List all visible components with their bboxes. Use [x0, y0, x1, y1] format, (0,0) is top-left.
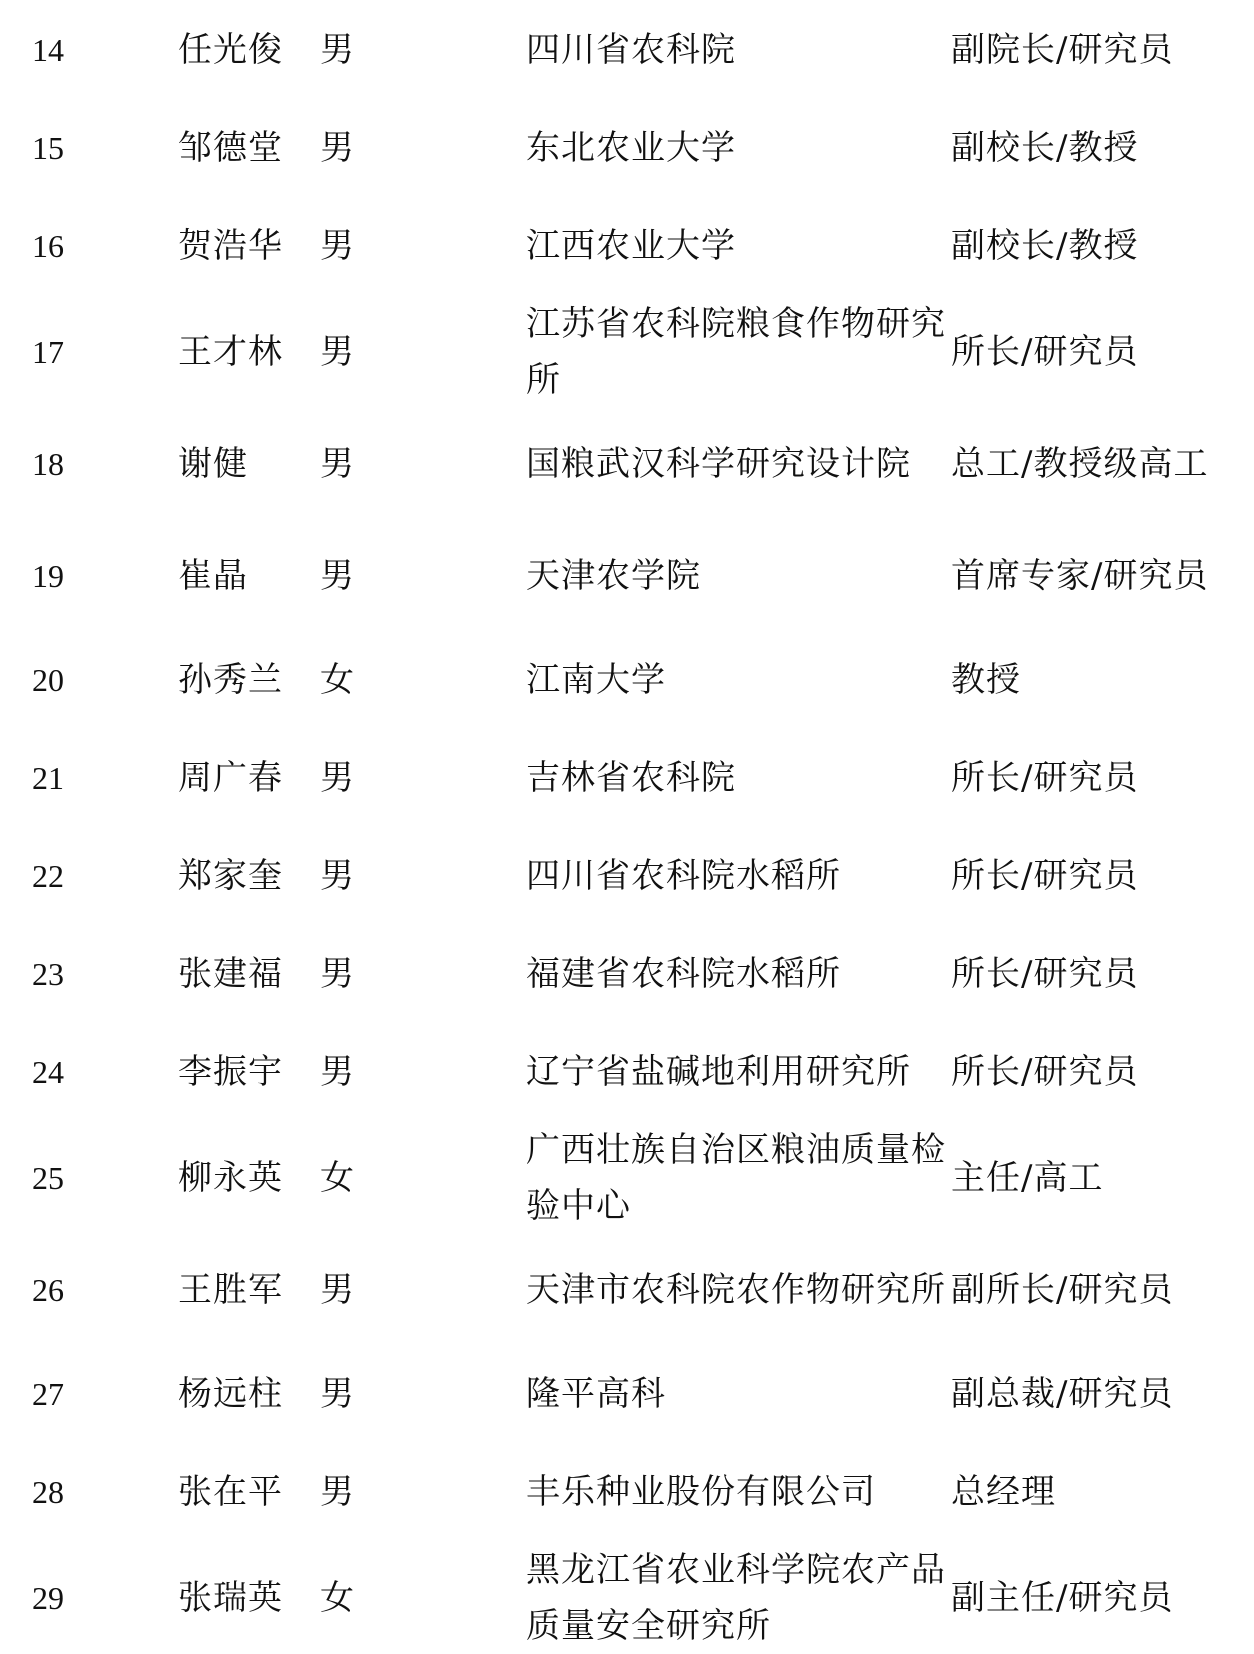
- row-number: 22: [32, 858, 64, 894]
- member-gender: 男: [320, 226, 354, 266]
- member-gender: 男: [320, 1472, 354, 1512]
- table-row: [0, 12, 1254, 88]
- member-name: 张在平: [178, 1472, 283, 1512]
- member-gender: 男: [320, 1052, 354, 1092]
- member-gender: 男: [320, 856, 354, 896]
- row-number: 20: [32, 662, 64, 698]
- member-title: 所长/研究员: [951, 1052, 1139, 1092]
- member-title: 副所长/研究员: [951, 1270, 1174, 1310]
- member-name: 杨远柱: [178, 1374, 283, 1414]
- member-name: 孙秀兰: [178, 660, 283, 700]
- table-row: [0, 408, 1254, 520]
- member-organization: 广西壮族自治区粮油质量检验中心: [526, 1130, 946, 1226]
- member-name: 任光俊: [178, 30, 283, 70]
- row-number: 28: [32, 1474, 64, 1510]
- table-row: [0, 296, 1254, 408]
- member-title: 副院长/研究员: [951, 30, 1174, 70]
- row-number: 15: [32, 130, 64, 166]
- member-name: 王才林: [178, 332, 283, 372]
- member-organization: 辽宁省盐碱地利用研究所: [526, 1052, 911, 1092]
- member-gender: 男: [320, 1270, 354, 1310]
- member-gender: 男: [320, 556, 354, 596]
- member-name: 李振宇: [178, 1052, 283, 1092]
- member-title: 总工/教授级高工: [951, 444, 1209, 484]
- member-title: 总经理: [951, 1472, 1056, 1512]
- member-gender: 男: [320, 758, 354, 798]
- row-number: 17: [32, 334, 64, 370]
- member-title: 所长/研究员: [951, 758, 1139, 798]
- member-title: 首席专家/研究员: [951, 556, 1209, 596]
- member-organization: 四川省农科院: [526, 30, 736, 70]
- member-title: 副主任/研究员: [951, 1578, 1174, 1618]
- table-row: [0, 936, 1254, 1012]
- member-organization: 黑龙江省农业科学院农产品质量安全研究所: [526, 1550, 946, 1646]
- table-row: [0, 1542, 1254, 1654]
- row-number: 19: [32, 558, 64, 594]
- member-organization: 江苏省农科院粮食作物研究所: [526, 304, 946, 400]
- table-row: [0, 642, 1254, 718]
- row-number: 14: [32, 32, 64, 68]
- table-row: [0, 1454, 1254, 1530]
- member-organization: 江南大学: [526, 660, 666, 700]
- member-title: 副校长/教授: [951, 128, 1139, 168]
- member-gender: 男: [320, 954, 354, 994]
- member-organization: 吉林省农科院: [526, 758, 736, 798]
- member-title: 副校长/教授: [951, 226, 1139, 266]
- member-gender: 男: [320, 444, 354, 484]
- member-gender: 男: [320, 30, 354, 70]
- table-row: [0, 520, 1254, 632]
- row-number: 21: [32, 760, 64, 796]
- member-organization: 江西农业大学: [526, 226, 736, 266]
- member-title: 所长/研究员: [951, 332, 1139, 372]
- member-name: 郑家奎: [178, 856, 283, 896]
- member-gender: 男: [320, 1374, 354, 1414]
- member-organization: 福建省农科院水稻所: [526, 954, 841, 994]
- member-name: 贺浩华: [178, 226, 283, 266]
- table-row: [0, 838, 1254, 914]
- member-title: 教授: [951, 660, 1021, 700]
- member-organization: 东北农业大学: [526, 128, 736, 168]
- member-organization: 国粮武汉科学研究设计院: [526, 444, 911, 484]
- row-number: 26: [32, 1272, 64, 1308]
- table-row: [0, 740, 1254, 816]
- row-number: 23: [32, 956, 64, 992]
- member-name: 崔晶: [178, 556, 248, 596]
- member-title: 所长/研究员: [951, 954, 1139, 994]
- member-title: 主任/高工: [951, 1158, 1104, 1198]
- row-number: 16: [32, 228, 64, 264]
- table-row: [0, 208, 1254, 284]
- member-organization: 隆平高科: [526, 1374, 666, 1414]
- member-gender: 女: [320, 660, 354, 700]
- row-number: 29: [32, 1580, 64, 1616]
- row-number: 18: [32, 446, 64, 482]
- member-name: 邹德堂: [178, 128, 283, 168]
- member-title: 副总裁/研究员: [951, 1374, 1174, 1414]
- member-name: 张建福: [178, 954, 283, 994]
- member-name: 张瑞英: [178, 1578, 283, 1618]
- member-organization: 四川省农科院水稻所: [526, 856, 841, 896]
- table-row: [0, 1234, 1254, 1346]
- member-name: 柳永英: [178, 1158, 283, 1198]
- table-row: [0, 1356, 1254, 1432]
- table-row: [0, 1034, 1254, 1110]
- row-number: 25: [32, 1160, 64, 1196]
- member-gender: 女: [320, 1578, 354, 1618]
- member-gender: 男: [320, 332, 354, 372]
- member-organization: 丰乐种业股份有限公司: [526, 1472, 876, 1512]
- table-row: [0, 110, 1254, 186]
- member-gender: 女: [320, 1158, 354, 1198]
- member-organization: 天津市农科院农作物研究所: [526, 1270, 946, 1310]
- member-title: 所长/研究员: [951, 856, 1139, 896]
- row-number: 27: [32, 1376, 64, 1412]
- member-name: 周广春: [178, 758, 283, 798]
- row-number: 24: [32, 1054, 64, 1090]
- member-name: 王胜军: [178, 1270, 283, 1310]
- member-organization: 天津农学院: [526, 556, 701, 596]
- table-row: [0, 1122, 1254, 1234]
- member-gender: 男: [320, 128, 354, 168]
- member-name: 谢健: [178, 444, 248, 484]
